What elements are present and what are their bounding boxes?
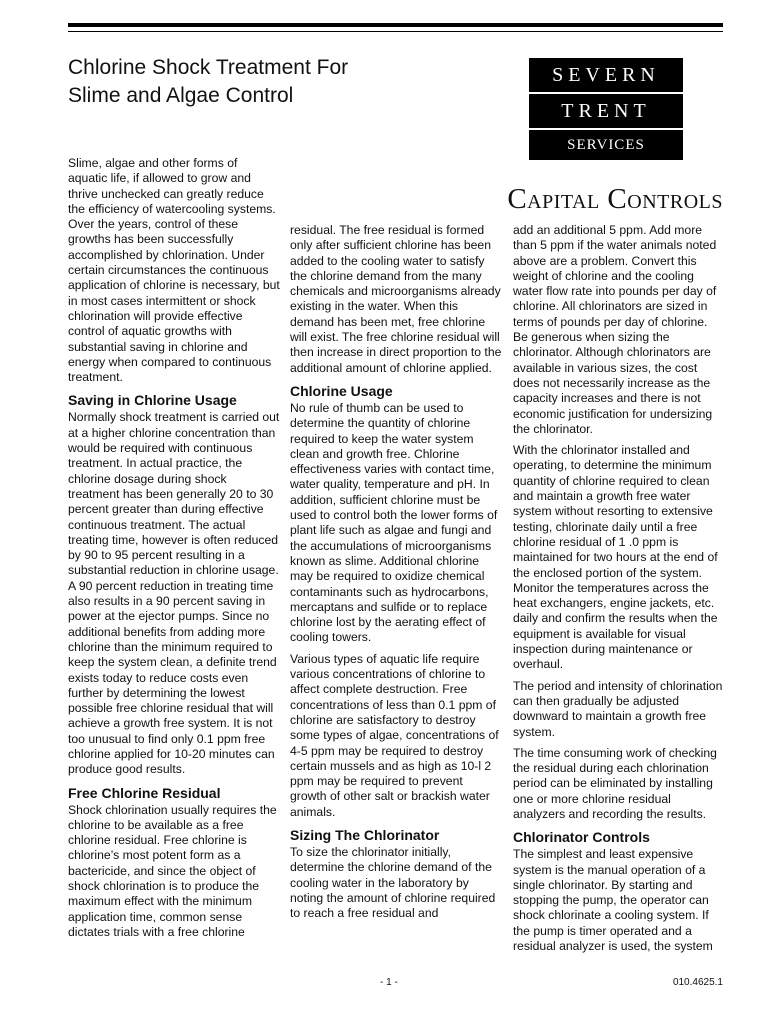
header-rule-thin xyxy=(68,31,723,32)
document-title xyxy=(68,54,448,110)
residual-analyzer-paragraph: The time consuming work of checking the residual during each chlorination period can be eliminated by installing one or more chlorine residual analyzers and recording the results. xyxy=(513,745,717,821)
sizing-paragraph: To size the chlorinator initially, determine the chlorine demand of the cooling water in the laboratory by noting the amount of chlorine required to reach a free residual and xyxy=(290,844,496,921)
capital-controls-brand: Capital Controls xyxy=(507,183,723,215)
installed-operating-paragraph: With the chlorinator installed and operating, to determine the minimum quantity of chlorine required to clean and maintain a growth free water system without resorting to extensive testing, chlorinate daily until a free chlorine residual of 1 .0 ppm is maintained for two hours at the end of the enclosed portion of the system. Monitor the temperatures across the heat exchangers, engine jackets, etc. daily and confirm the results when the equipment is available for visual inspection during maintenance or overhaul. xyxy=(513,443,718,672)
column-2 xyxy=(290,223,502,927)
saving-paragraph: Normally shock treatment is carried out at a higher chlorine concentration than would be required with continuous treatment. In actual practice, the chlorine dosage during shock treatment has been generally 20 to 30 percent greater than during effective continuous treatment. The actual treating time, however is often reduced by 90 to 95 percent resulting in a substantial reduction in chlorine usage. A 90 percent reduction in treating time also results in a 90 percent saving in power at the ejector pumps. Since no additional benefits from adding more chlorine than the minimum required to keep the system clean, a definite trend exists today to reduce costs even further by determining the lowest possible free chlorine residual that will achieve a growth free system. It is not too unusual to find only 0.1 ppm free chlorine applied for 10-20 minutes can produce good results. xyxy=(68,410,280,777)
heading-chlorine-usage: Chlorine Usage xyxy=(290,382,393,399)
period-intensity-paragraph: The period and intensity of chlorination can then gradually be adjusted downward to maintain a growth free system. xyxy=(513,678,723,739)
severn-trent-logo xyxy=(529,58,683,160)
heading-sizing-chlorinator: Sizing The Chlorinator xyxy=(290,826,440,843)
logo-severn: SEVERN xyxy=(529,58,683,92)
column-3 xyxy=(513,223,725,960)
heading-chlorinator-controls: Chlorinator Controls xyxy=(513,829,650,846)
free-residual-paragraph: Shock chlorination usually requires the chlorine to be available as a free chlorine residual. Free chlorine is chlorine’s most potent form as a bactericide, and since the object of shock chlorination is to produce the maximum effect with the minimum application time, common sense dictates trials with a free chlorine xyxy=(68,802,277,939)
column-1 xyxy=(68,156,280,946)
title-line-2: Slime and Algae Control xyxy=(68,84,294,107)
logo-trent: TRENT xyxy=(529,94,683,128)
usage-paragraph: No rule of thumb can be used to determine the quantity of chlorine required to keep the water system clean and growth free. Chlorine effectiveness varies with contact time, water quality, temperature and pH. In addition, sufficient chlorine must be used to control both the lower forms of plant life such as algae and fungi and the accumulations of microorganisms known as slime. Additional chlorine may be required to oxidize chemical contaminants such as hydrocarbons, mercaptans and sulfide or to replace chlorine lost by the aerating effect of cooling towers. xyxy=(290,400,498,645)
logo-services: SERVICES xyxy=(529,130,683,160)
heading-free-chlorine-residual: Free Chlorine Residual xyxy=(68,784,221,801)
heading-saving-chlorine-usage: Saving in Chlorine Usage xyxy=(68,392,237,409)
title-line-1: Chlorine Shock Treatment For xyxy=(68,56,349,79)
controls-paragraph: The simplest and least expensive system is the manual operation of a single chlorinator. By starting and stopping the pump, the operator can shock chlorinate a cooling system. If the pump is timer operated and a residual analyzer is used, the system xyxy=(513,847,713,954)
residual-continued-paragraph: residual. The free residual is formed only after sufficient chlorine has been added to the cooling water to satisfy the chlorine demand from the many chemicals and microorganisms already existing in the water. When this demand has been met, free chlorine will exist. The free chlorine residual will then increase in direct proportion to the additional amount of chlorine applied. xyxy=(290,223,502,375)
header-rule-thick xyxy=(68,23,723,27)
aquatic-life-paragraph: Various types of aquatic life require various concentrations of chlorine to affect complete destruction. Free concentrations of less than 0.1 ppm of chlorine are satisfactory to destroy some types of algae, concentrations of 4-5 ppm may be required to destroy certain mussels and as high as 10-l 2 ppm may be required to prevent growth of other salt or brackish water animals. xyxy=(290,651,499,819)
intro-paragraph: Slime, algae and other forms of aquatic life, if allowed to grow and thrive unchecked can greatly reduce the efficiency of watercooling systems. Over the years, control of these growths has been successfully accomplished by chlorination. Under certain circumstances the continuous application of chlorine is necessary, but in most cases intermittent or shock chlorination will provide effective control of aquatic growths with substantial saving in chlorine and energy when compared to continuous treatment. xyxy=(68,156,280,385)
document-number: 010.4625.1 xyxy=(672,977,723,988)
page-number: - 1 - xyxy=(380,977,398,988)
sizing-continued-paragraph: add an additional 5 ppm. Add more than 5 ppm if the water animals noted above are a problem. Convert this weight of chlorine and the cooling water flow rate into pounds per day of chlorine. All chlorinators are sized in terms of pounds per day of chlorine. Be generous when sizing the chlorinator. Although chlorinators are available in various sizes, the cost does not necessarily increase as the capacity increases and there is not economic justification for undersizing the chlorinator. xyxy=(513,223,717,436)
